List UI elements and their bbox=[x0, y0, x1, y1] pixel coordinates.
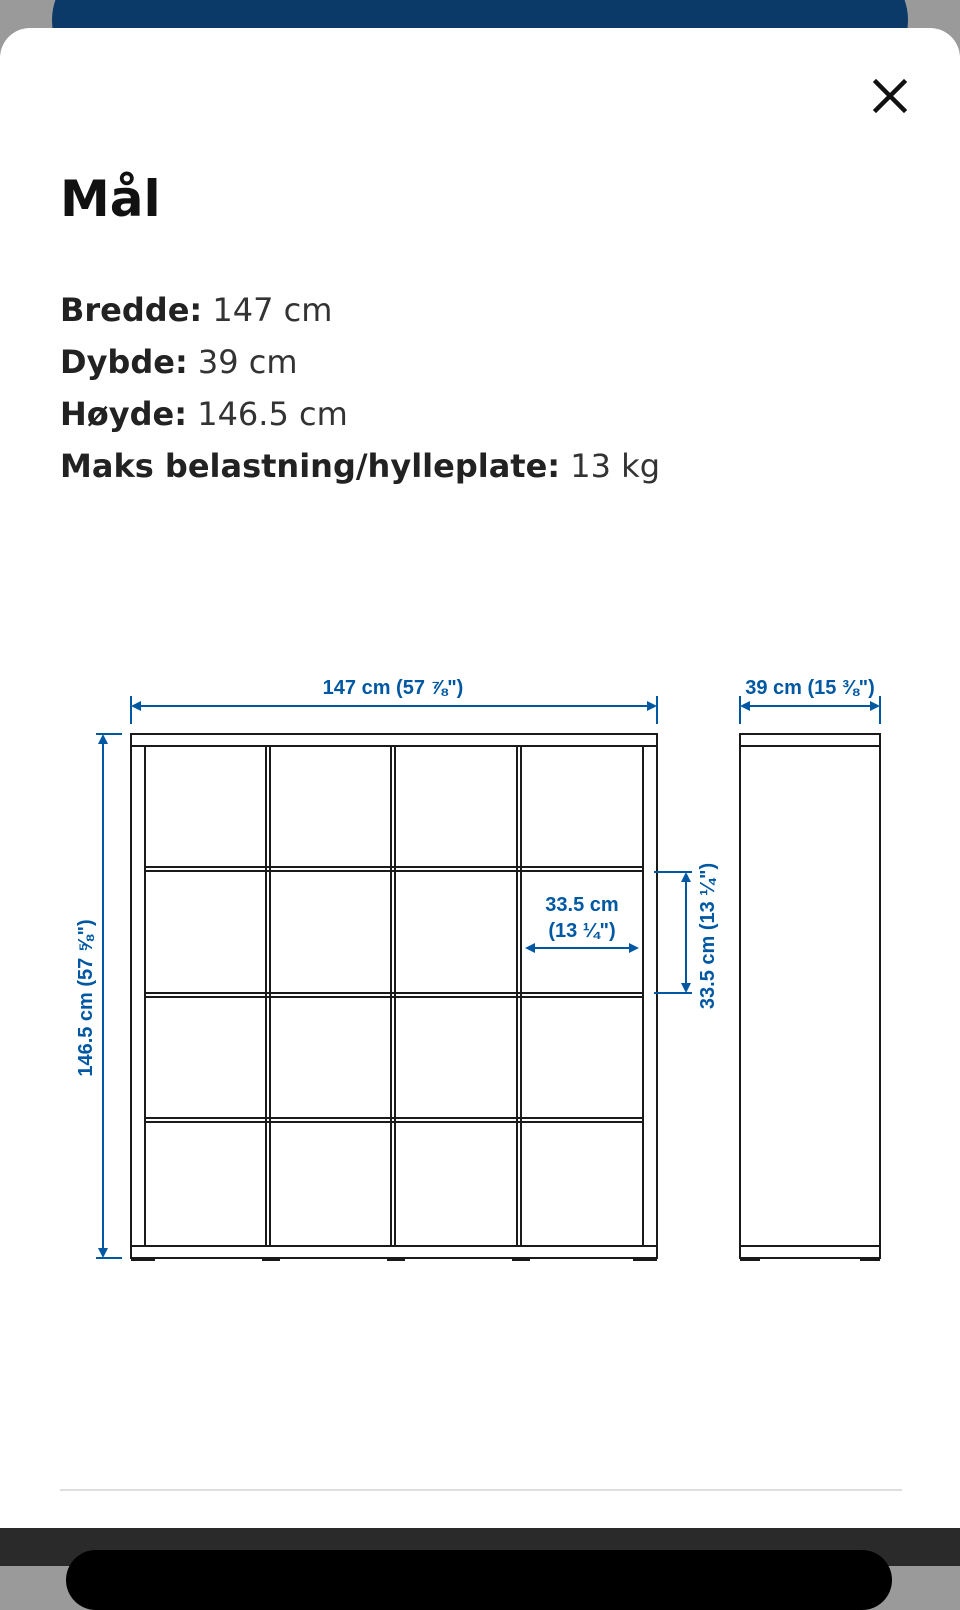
spec-item-width bbox=[60, 284, 660, 336]
height-label: 146.5 cm (57 ⅝") bbox=[75, 919, 97, 1077]
footer-divider bbox=[60, 1489, 902, 1491]
spec-label: Høyde: bbox=[60, 395, 188, 433]
spec-value: 39 cm bbox=[197, 343, 298, 381]
width-dimension bbox=[131, 696, 657, 724]
spec-label: Maks belastning/hylleplate: bbox=[60, 447, 561, 485]
spec-value: 146.5 cm bbox=[197, 395, 348, 433]
close-icon bbox=[872, 78, 908, 114]
close-button[interactable] bbox=[860, 66, 920, 126]
spec-value: 147 cm bbox=[212, 291, 333, 329]
spec-label: Bredde: bbox=[60, 291, 203, 329]
spec-item-height bbox=[60, 388, 660, 440]
height-dimension bbox=[96, 734, 122, 1258]
width-label: 147 cm (57 ⅞") bbox=[322, 677, 464, 699]
spec-label: Dybde: bbox=[60, 343, 188, 381]
spec-list bbox=[60, 284, 660, 492]
shelf-dimension-drawing bbox=[0, 640, 960, 1300]
cell-width-label-line2: (13 ¼") bbox=[548, 920, 616, 942]
cell-height-label: 33.5 cm (13 ¼") bbox=[697, 862, 719, 1010]
cell-height-dimension bbox=[654, 872, 692, 993]
cell-width-dimension bbox=[525, 943, 639, 953]
page-title: Mål bbox=[60, 170, 161, 228]
cell-width-label-line1: 33.5 cm bbox=[545, 894, 619, 916]
depth-label: 39 cm (15 ⅜") bbox=[745, 677, 875, 699]
shelf-front-view bbox=[131, 734, 657, 1258]
spec-item-max-load bbox=[60, 440, 660, 492]
shelf-side-view bbox=[740, 734, 880, 1258]
spec-item-depth bbox=[60, 336, 660, 388]
depth-dimension bbox=[740, 696, 880, 724]
spec-value: 13 kg bbox=[570, 447, 660, 485]
bottom-action-pill[interactable] bbox=[66, 1550, 892, 1610]
